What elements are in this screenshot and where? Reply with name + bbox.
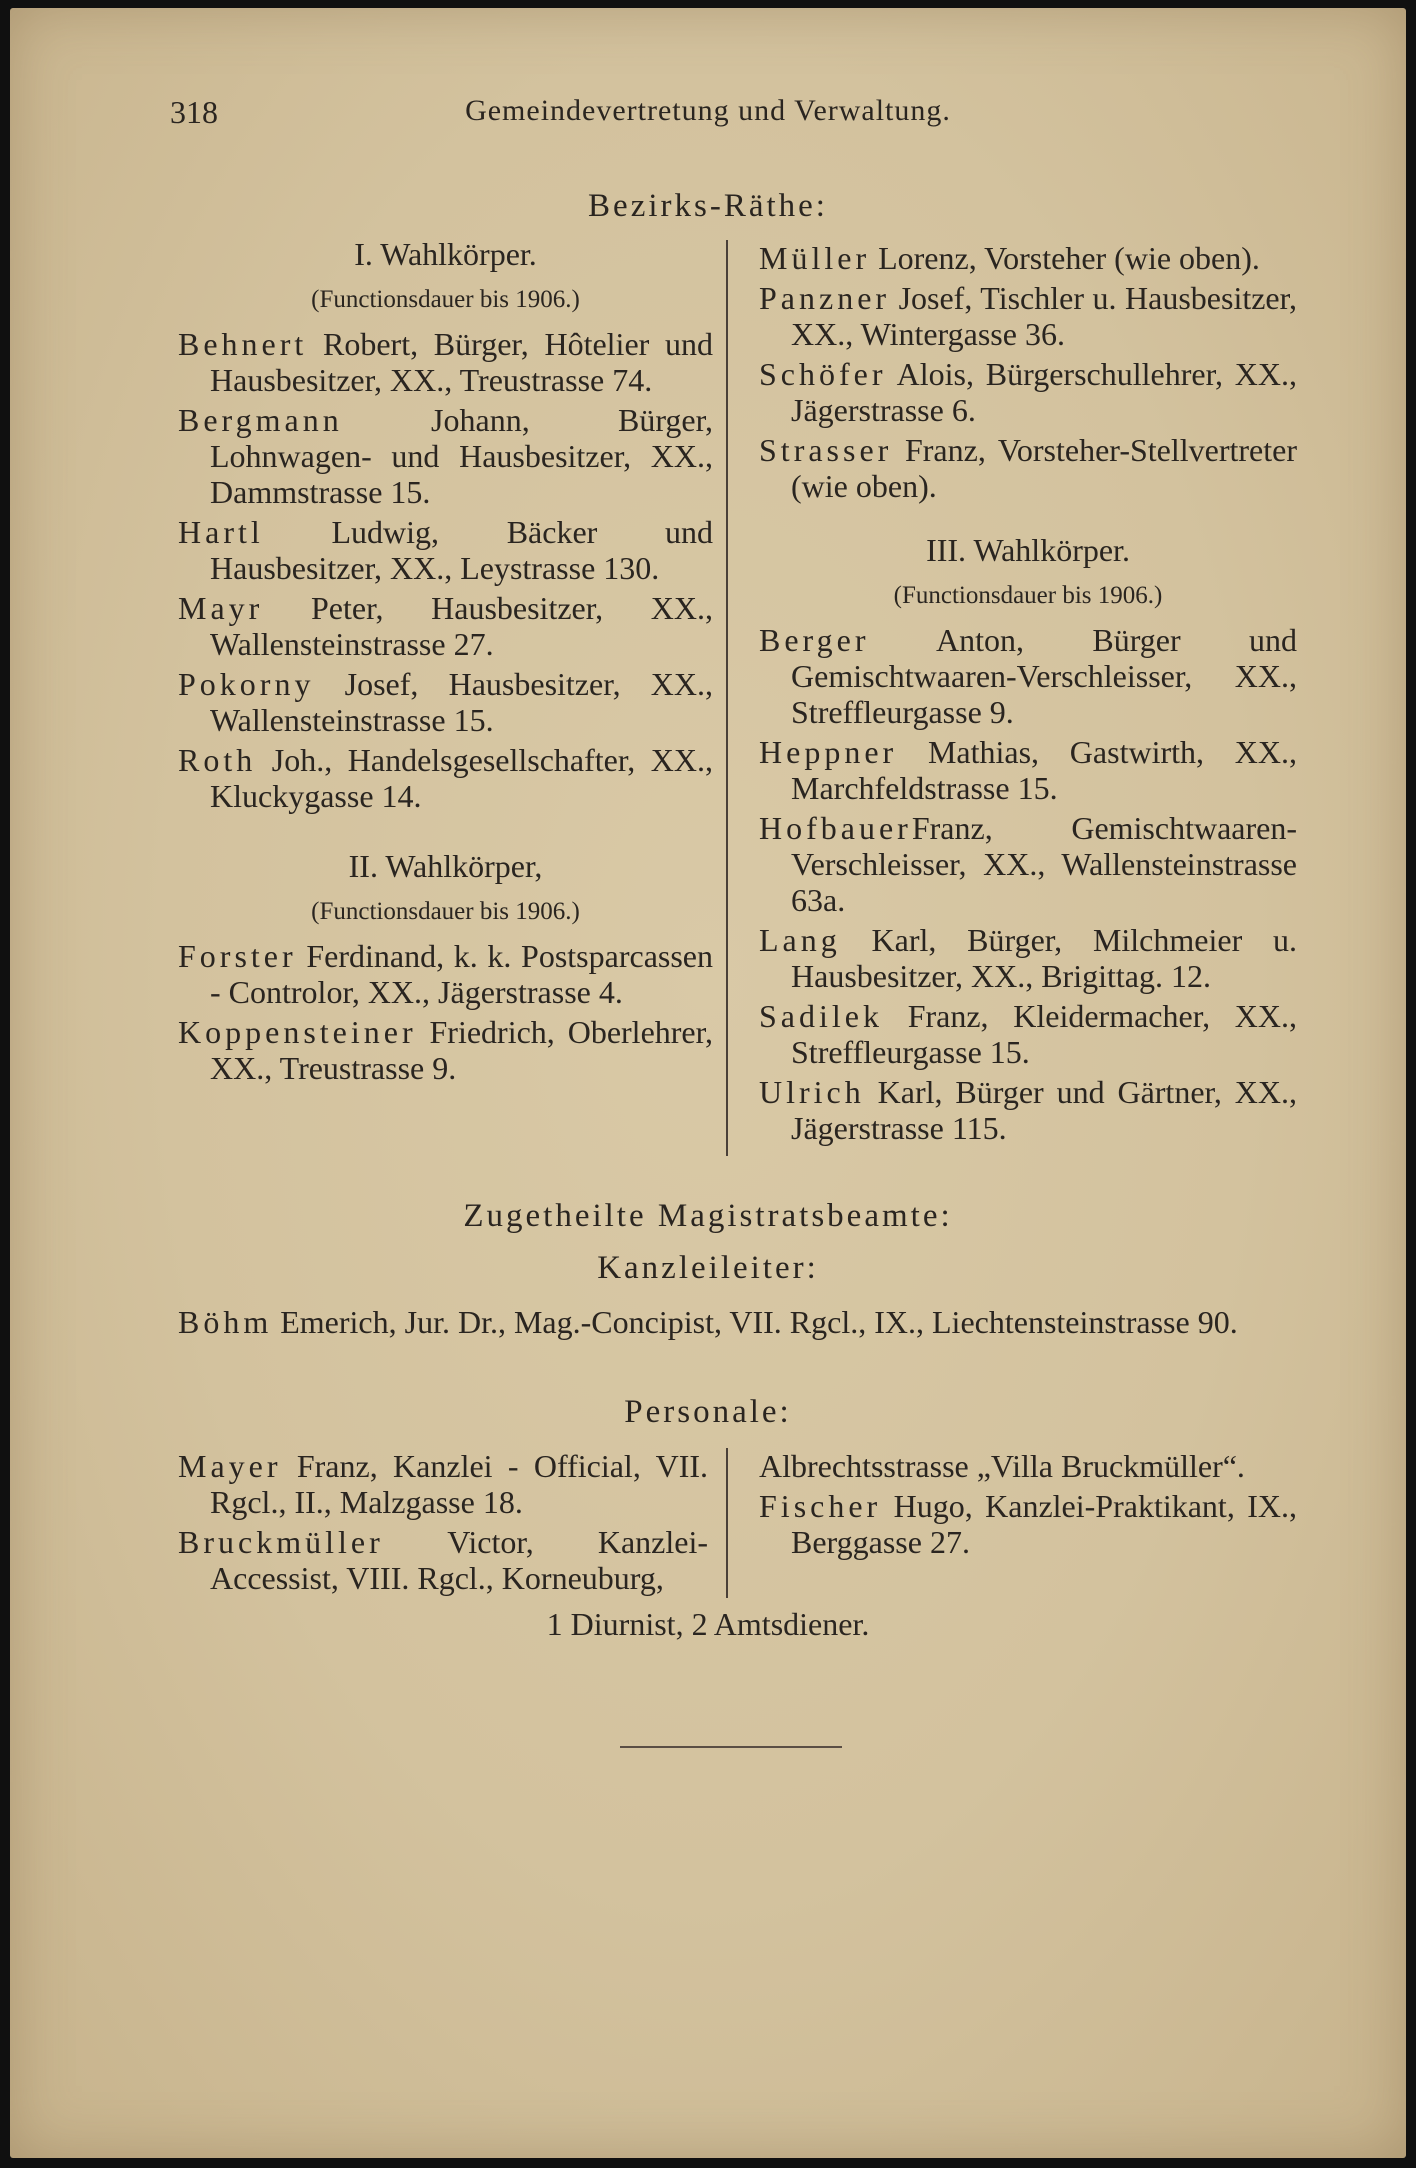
directory-entry <box>178 1448 708 1520</box>
surname: Koppensteiner <box>178 1014 417 1050</box>
wahlkoerper-3-note: (Functionsdauer bis 1906.) <box>893 582 1163 609</box>
wahlkoerper-2-list <box>178 938 713 1086</box>
personale-right-column <box>759 1448 1297 1560</box>
entry-details: Ferdinand, k. k. Postsparcassen - Controlor, XX., Jägerstrasse 4. <box>210 938 713 1010</box>
surname: Hofbauer <box>759 810 912 846</box>
surname: Mayr <box>178 590 264 626</box>
entry-details: Franz, Kanzlei - Official, VII. Rgcl., II., Malzgasse 18. <box>210 1448 708 1520</box>
entry-details: Franz, Gemischtwaaren-Verschleisser, XX., Wallensteinstrasse 63a. <box>791 810 1297 918</box>
wahlkoerper-1-list <box>178 326 713 814</box>
wahlkoerper-2-title: II. Wahlkörper, <box>348 848 543 884</box>
directory-entry <box>759 998 1297 1070</box>
running-title: Gemeindevertretung und Verwaltung. <box>465 94 951 127</box>
surname: Bruckmüller <box>178 1524 384 1560</box>
directory-entry <box>178 938 713 1010</box>
surname: Hartl <box>178 514 264 550</box>
entry-details: Alois, Bürgerschullehrer, XX., Jägerstrasse 6. <box>791 356 1297 428</box>
entry-details: Josef, Tischler u. Hausbesitzer, XX., Wintergasse 36. <box>791 280 1297 352</box>
surname: Bergmann <box>178 402 343 438</box>
personale-right-list <box>759 1448 1297 1560</box>
surname: Sadilek <box>759 998 883 1034</box>
directory-entry <box>178 1014 713 1086</box>
surname: Roth <box>178 742 257 778</box>
entry-details: Emerich, Jur. Dr., Mag.-Concipist, VII. Rgcl., IX., Liechtensteinstrasse 90. <box>272 1304 1238 1340</box>
kanzleileiter-heading: Kanzleileiter: <box>597 1250 819 1286</box>
entry-details: Albrechtsstrasse „Villa Bruckmüller“. <box>759 1448 1245 1484</box>
entry-details: Anton, Bürger und Gemischtwaaren-Verschleisser, XX., Streffleurgasse 9. <box>791 622 1297 730</box>
entry-details: Peter, Hausbesitzer, XX., Wallensteinstrasse 27. <box>210 590 713 662</box>
personale-left-column <box>178 1448 708 1596</box>
entry-details: Victor, Kanzlei-Accessist, VIII. Rgcl., Korneuburg, <box>210 1524 708 1596</box>
kanzleileiter-block <box>178 1304 1298 1340</box>
directory-entry <box>178 402 713 510</box>
surname: Fischer <box>759 1488 882 1524</box>
kanzleileiter-entry <box>178 1304 1298 1340</box>
directory-entry <box>759 432 1297 504</box>
magistrat-heading: Zugetheilte Magistratsbeamte: <box>463 1198 953 1234</box>
directory-entry <box>759 1074 1297 1146</box>
surname: Behnert <box>178 326 308 362</box>
entry-details: Franz, Vorsteher-Stellvertreter (wie oben). <box>791 432 1297 504</box>
entry-details: Karl, Bürger, Milchmeier u. Hausbesitzer, XX., Brigittag. 12. <box>791 922 1297 994</box>
diurnist-line: 1 Diurnist, 2 Amtsdiener. <box>546 1606 870 1642</box>
surname: Forster <box>178 938 297 974</box>
surname: Pokorny <box>178 666 315 702</box>
entry-details: Mathias, Gastwirth, XX., Marchfeldstrasse 15. <box>791 734 1297 806</box>
surname: Lang <box>759 922 841 958</box>
directory-entry <box>759 1488 1297 1560</box>
directory-entry <box>178 1524 708 1596</box>
directory-entry <box>178 590 713 662</box>
directory-entry <box>759 734 1297 806</box>
wahlkoerper-3-title: III. Wahlkörper. <box>926 532 1130 568</box>
personale-divider <box>726 1448 728 1598</box>
page-number: 318 <box>170 94 218 130</box>
directory-entry <box>178 326 713 398</box>
entry-details: Robert, Bürger, Hôtelier und Hausbesitzer, XX., Treustrasse 74. <box>210 326 713 398</box>
entry-details: Johann, Bürger, Lohnwagen- und Hausbesitzer, XX., Dammstrasse 15. <box>210 402 713 510</box>
document-page <box>10 8 1406 2158</box>
directory-entry <box>759 622 1297 730</box>
directory-entry <box>178 666 713 738</box>
entry-details: Lorenz, Vorsteher (wie oben). <box>870 240 1260 276</box>
directory-entry <box>759 280 1297 352</box>
wahlkoerper-1-title: I. Wahlkörper. <box>354 236 537 272</box>
surname: Heppner <box>759 734 898 770</box>
surname: Müller <box>759 240 871 276</box>
bezirks-raethe-heading: Bezirks-Räthe: <box>588 188 828 224</box>
directory-entry <box>759 810 1297 918</box>
wahlkoerper-1-note: (Functionsdauer bis 1906.) <box>311 286 580 313</box>
closing-rule <box>620 1746 842 1748</box>
directory-entry <box>178 742 713 814</box>
directory-entry <box>759 240 1297 276</box>
entry-details: Hugo, Kanzlei-Praktikant, IX., Berggasse 27. <box>791 1488 1297 1560</box>
column-divider <box>726 240 728 1156</box>
surname: Strasser <box>759 432 893 468</box>
entry-details: Josef, Hausbesitzer, XX., Wallensteinstrasse 15. <box>210 666 713 738</box>
directory-entry <box>178 514 713 586</box>
directory-entry <box>178 1304 1298 1340</box>
personale-left-list <box>178 1448 708 1596</box>
surname: Panzner <box>759 280 891 316</box>
surname: Böhm <box>178 1304 273 1340</box>
surname: Schöfer <box>759 356 887 392</box>
surname: Berger <box>759 622 870 658</box>
directory-entry <box>759 1448 1297 1484</box>
wahlkoerper-3-list <box>759 622 1297 1146</box>
left-column <box>178 236 713 1086</box>
wahlkoerper-2-continued-list <box>759 240 1297 504</box>
entry-details: Karl, Bürger und Gärtner, XX., Jägerstrasse 115. <box>791 1074 1297 1146</box>
directory-entry <box>759 922 1297 994</box>
entry-details: Joh., Handelsgesellschafter, XX., Kluckygasse 14. <box>210 742 713 814</box>
wahlkoerper-2-note: (Functionsdauer bis 1906.) <box>311 898 580 925</box>
entry-details: Ludwig, Bäcker und Hausbesitzer, XX., Leystrasse 130. <box>210 514 713 586</box>
directory-entry <box>759 356 1297 428</box>
entry-details: Franz, Kleidermacher, XX., Streffleurgasse 15. <box>791 998 1297 1070</box>
entry-details: Friedrich, Oberlehrer, XX., Treustrasse 9. <box>210 1014 713 1086</box>
personale-heading: Personale: <box>624 1394 792 1430</box>
surname: Mayer <box>178 1448 282 1484</box>
surname: Ulrich <box>759 1074 865 1110</box>
right-column <box>759 240 1297 1146</box>
